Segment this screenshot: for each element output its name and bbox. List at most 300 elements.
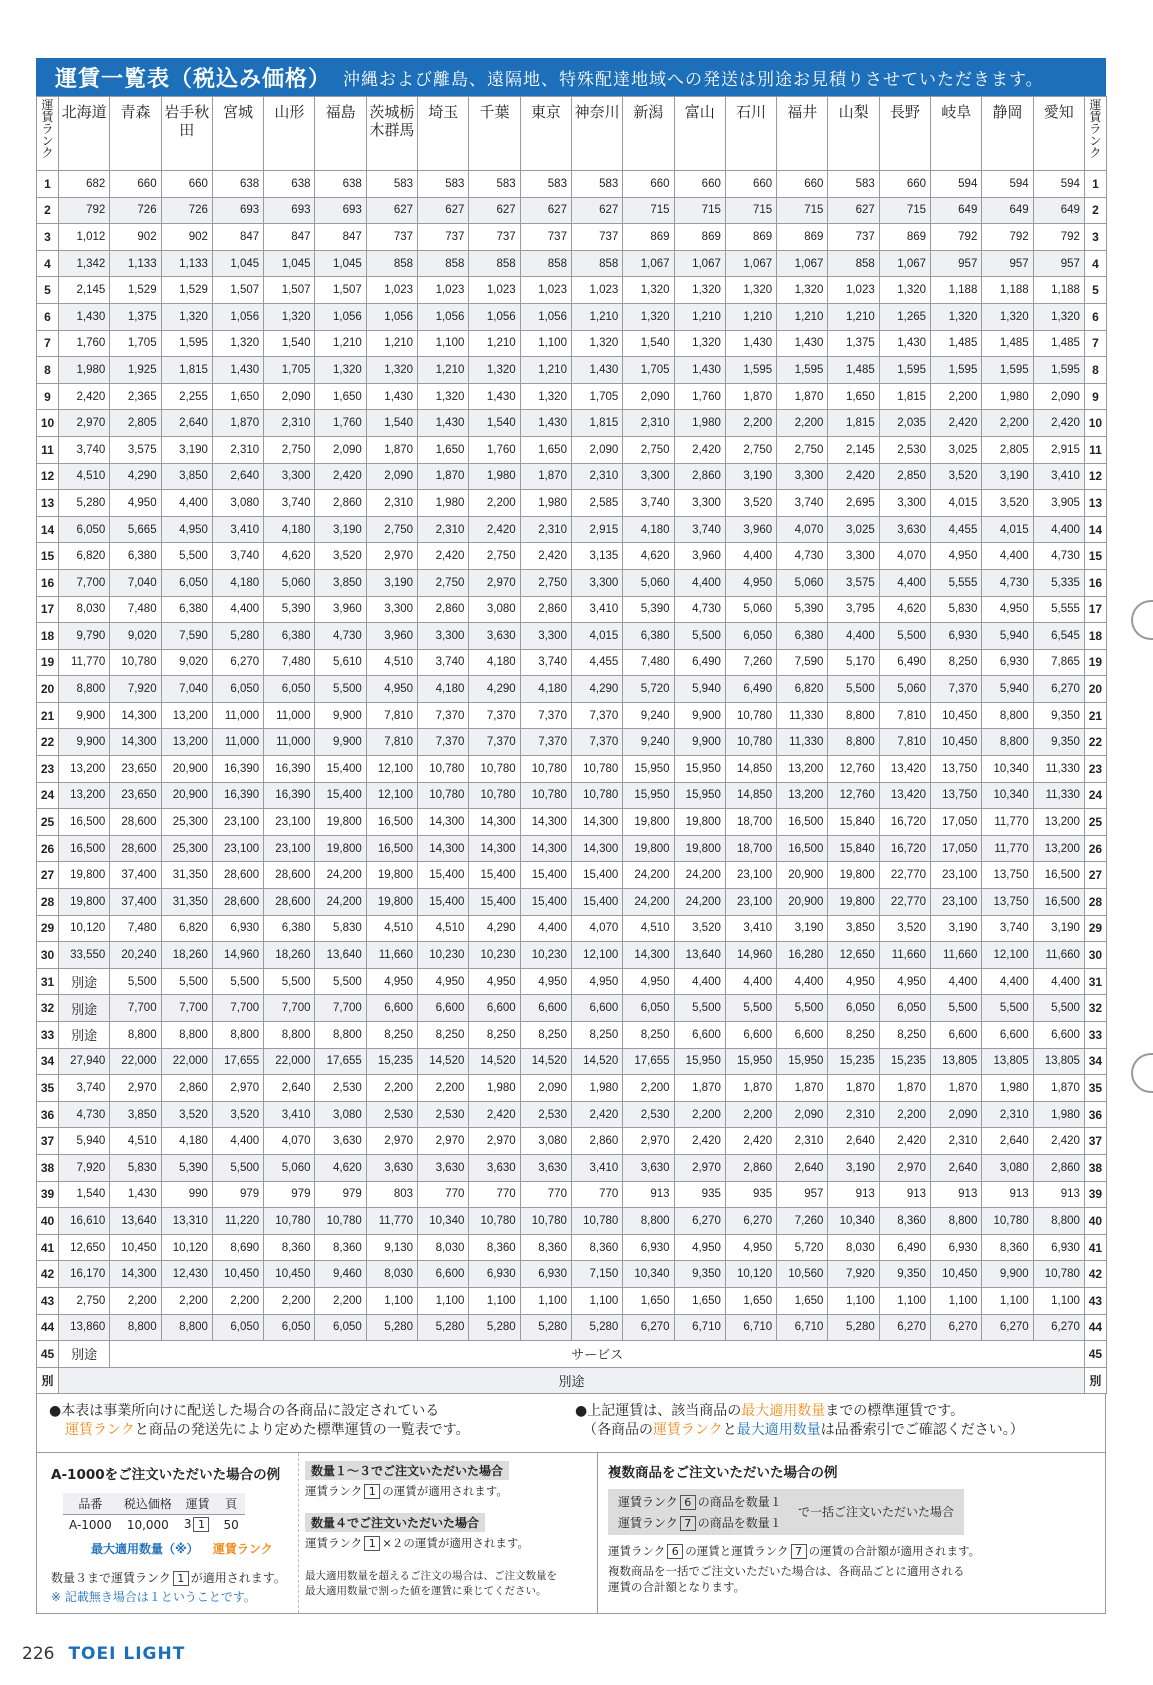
rate-cell: 15,950 [623,756,674,783]
rate-cell: 3,630 [879,516,930,543]
rate-cell: 3,520 [161,1101,212,1128]
table-row [37,1101,1107,1128]
rank-cell: 22 [1084,729,1106,756]
rate-cell: 5,060 [879,676,930,703]
rate-cell: 6,050 [212,1314,263,1341]
region-header: 新潟 [623,97,674,171]
rate-cell: 10,230 [520,942,571,969]
rate-cell: 3,740 [418,649,469,676]
rate-cell: 693 [212,197,263,224]
rate-cell: 583 [366,171,417,198]
rate-cell: 638 [264,171,315,198]
rate-cell: 3,410 [264,1101,315,1128]
rate-cell: 11,770 [982,809,1033,836]
rank-cell: 1 [1084,171,1106,198]
rate-cell: 3,960 [725,516,776,543]
rate-cell: 3,740 [623,490,674,517]
rate-cell: 3,300 [418,623,469,650]
rate-cell: 2,860 [418,596,469,623]
rate-cell: 15,840 [828,835,879,862]
rate-cell: 2,640 [828,1128,879,1155]
table-row [37,1022,1107,1049]
rate-cell: 9,900 [59,729,110,756]
rate-cell: 3,630 [418,1154,469,1181]
rate-cell: 3,190 [828,1154,879,1181]
rank-cell: 3 [37,224,59,251]
rate-cell: 2,255 [161,383,212,410]
rate-cell: 5,940 [982,676,1033,703]
rate-cell: 1,430 [674,357,725,384]
rank-cell: 28 [1084,889,1106,916]
ex3-side: で一括ご注文いただいた場合 [798,1505,955,1520]
rate-cell: 1,705 [571,383,622,410]
ex3-r2b: の商品を数量１ [697,1516,782,1531]
rate-cell: 3,190 [366,569,417,596]
rate-cell: 24,200 [623,889,674,916]
rate-cell: 2,420 [315,463,366,490]
ex3-l1box2: 7 [791,1544,807,1559]
rate-cell: 10,120 [59,915,110,942]
rate-cell: 14,520 [571,1048,622,1075]
rate-cell: 5,280 [571,1314,622,1341]
rate-cell: 16,720 [879,835,930,862]
rank-cell: 34 [37,1048,59,1075]
rate-cell: 10,780 [520,782,571,809]
rate-cell: 1,320 [418,383,469,410]
rank-cell: 39 [37,1181,59,1208]
rate-cell: 2,915 [1033,436,1084,463]
rate-cell: 9,020 [110,623,161,650]
rate-cell: 11,000 [264,702,315,729]
rank-cell: 14 [37,516,59,543]
rate-cell: 858 [418,250,469,277]
rate-cell: 2,640 [161,410,212,437]
rate-cell: 5,500 [212,1154,263,1181]
rate-cell: 8,250 [828,1022,879,1049]
rate-cell: 6,600 [366,995,417,1022]
rate-cell: 6,820 [161,915,212,942]
rate-cell: 902 [161,224,212,251]
rate-cell: 15,950 [777,1048,828,1075]
rate-cell: 5,500 [161,543,212,570]
rate-cell: 1,210 [828,303,879,330]
rate-cell: 2,420 [418,543,469,570]
rank-cell: 20 [1084,676,1106,703]
rate-cell: 1,980 [982,1075,1033,1102]
rate-cell: 16,390 [212,782,263,809]
rate-cell: 23,650 [110,782,161,809]
rank-cell: 43 [1084,1287,1106,1314]
rate-cell: 37,400 [110,862,161,889]
index-tab-2 [1131,1053,1153,1093]
rate-cell: 16,500 [777,835,828,862]
rate-cell: 10,450 [264,1261,315,1288]
rate-cell: 10,450 [931,702,982,729]
rate-cell: 7,590 [161,623,212,650]
rate-cell: 14,300 [469,835,520,862]
rate-cell: 935 [674,1181,725,1208]
rank-cell: 4 [1084,250,1106,277]
rate-cell: 7,700 [161,995,212,1022]
rate-cell: 22,770 [879,862,930,889]
rate-cell: 6,820 [777,676,828,703]
rate-cell: 7,370 [418,702,469,729]
mini-cell: 50 [223,1517,239,1532]
rate-cell: 583 [520,171,571,198]
rate-cell: 14,300 [571,835,622,862]
rank-cell: 35 [1084,1075,1106,1102]
rate-cell: 1,320 [366,357,417,384]
rate-cell: 9,900 [315,702,366,729]
rate-cell: 803 [366,1181,417,1208]
rate-cell: 6,490 [674,649,725,676]
table-row [37,1314,1107,1341]
rate-cell: 3,135 [571,543,622,570]
rate-cell: 737 [571,224,622,251]
rate-cell: 2,860 [674,463,725,490]
rate-cell: 3,080 [520,1128,571,1155]
rank-cell: 32 [37,995,59,1022]
ex2-heading1: 数量１～３でご注文いただいた場合 [305,1461,509,1480]
rate-cell: 1,595 [161,330,212,357]
rate-cell: 7,700 [264,995,315,1022]
rate-cell: 3,630 [623,1154,674,1181]
rate-cell: 2,420 [674,436,725,463]
rate-cell: 2,585 [571,490,622,517]
rate-cell: 1,870 [520,463,571,490]
rate-cell: 8,800 [623,1208,674,1235]
rate-cell: 18,700 [725,835,776,862]
rate-cell: 1,705 [110,330,161,357]
rate-cell: 11,330 [777,702,828,729]
rate-cell: 1,100 [418,330,469,357]
rate-cell: 12,100 [571,942,622,969]
rate-cell: 15,950 [674,756,725,783]
rate-cell: 1,375 [110,303,161,330]
rate-cell: 11,330 [777,729,828,756]
rate-cell: 15,235 [879,1048,930,1075]
rate-cell: 1,870 [931,1075,982,1102]
rate-cell: 1,430 [520,410,571,437]
rate-cell: 1,320 [623,277,674,304]
rate-cell: 2,420 [571,1101,622,1128]
rate-cell: 4,950 [725,1234,776,1261]
rate-cell: 2,640 [982,1128,1033,1155]
rate-cell: 1,375 [828,330,879,357]
rate-cell: 6,600 [674,1022,725,1049]
example-single [37,1453,299,1613]
rate-cell: 770 [520,1181,571,1208]
note-left-rank: 運賃ランク [65,1422,135,1439]
rate-cell: 15,400 [418,862,469,889]
rank-cell: 10 [1084,410,1106,437]
rate-cell: 13,200 [1033,809,1084,836]
rank-cell: 20 [37,676,59,703]
rank-cell: 5 [37,277,59,304]
rate-cell: 2,200 [725,1101,776,1128]
rate-cell: 10,780 [571,782,622,809]
rate-cell: 1,320 [931,303,982,330]
region-header: 岐阜 [931,97,982,171]
rate-cell: 2,860 [161,1075,212,1102]
rate-cell: 1,650 [828,383,879,410]
rank-cell: 33 [1084,1022,1106,1049]
rate-cell: 3,850 [315,569,366,596]
rate-cell: 6,050 [828,995,879,1022]
rate-cell: 1,760 [469,436,520,463]
rate-cell: 2,530 [366,1101,417,1128]
rate-cell: 7,590 [777,649,828,676]
rate-cell: 2,805 [110,410,161,437]
table-row [37,1128,1107,1155]
rate-cell: 2,970 [418,1128,469,1155]
rate-cell: 20,900 [161,756,212,783]
table-row [37,835,1107,862]
rate-cell: 737 [828,224,879,251]
rate-cell: 3,740 [59,436,110,463]
rate-cell: 4,455 [931,516,982,543]
rate-cell: 5,500 [879,623,930,650]
rate-cell: 3,630 [469,1154,520,1181]
table-row [37,171,1107,198]
rate-cell: 13,200 [777,782,828,809]
table-row [37,702,1107,729]
rate-cell: 5,500 [315,968,366,995]
rate-cell: 1,056 [469,303,520,330]
rate-cell: 7,920 [828,1261,879,1288]
rate-cell: 8,030 [828,1234,879,1261]
rate-cell: 1,760 [674,383,725,410]
table-row [37,463,1107,490]
rate-cell: 7,810 [879,702,930,729]
rank-cell: 9 [37,383,59,410]
table-row [37,596,1107,623]
rate-cell: 7,480 [110,596,161,623]
table-row [37,303,1107,330]
rate-cell: 6,380 [264,623,315,650]
rate-cell: 3,190 [931,915,982,942]
rate-cell: 10,780 [469,1208,520,1235]
rank-cell: 32 [1084,995,1106,1022]
rate-cell: 6,270 [982,1314,1033,1341]
rate-cell: 1,540 [469,410,520,437]
rate-cell: 4,510 [366,915,417,942]
rate-cell: 3,850 [828,915,879,942]
rate-cell: 14,520 [418,1048,469,1075]
rate-cell: 8,800 [161,1314,212,1341]
table-row [37,1048,1107,1075]
rate-cell: 8,800 [161,1022,212,1049]
rate-cell: 23,100 [931,862,982,889]
rate-cell: 10,780 [571,756,622,783]
rate-cell: 20,900 [161,782,212,809]
rate-cell: 5,500 [315,676,366,703]
rank-cell: 34 [1084,1048,1106,1075]
rate-cell: 2,200 [879,1101,930,1128]
index-tab-1 [1131,600,1153,640]
rate-cell: 9,130 [366,1234,417,1261]
rate-cell: 2,970 [469,569,520,596]
rate-cell: 627 [418,197,469,224]
rate-cell: 913 [982,1181,1033,1208]
rate-cell: 1,540 [623,330,674,357]
rate-cell: 6,270 [623,1314,674,1341]
rate-cell: 1,760 [315,410,366,437]
rate-cell: 990 [161,1181,212,1208]
rate-cell: 2,310 [571,463,622,490]
rate-cell: 5,720 [623,676,674,703]
rate-cell: 19,800 [315,809,366,836]
rate-cell: 1,210 [674,303,725,330]
table-row [37,862,1107,889]
rate-cell: 2,090 [623,383,674,410]
table-row [37,995,1107,1022]
rate-cell: 8,030 [418,1234,469,1261]
table-row [37,1075,1107,1102]
rate-cell: 1,540 [366,410,417,437]
rate-cell: 4,290 [469,676,520,703]
rate-cell: 1,210 [469,330,520,357]
rate-cell: 9,350 [1033,729,1084,756]
rate-cell: 1,650 [418,436,469,463]
rate-cell: 3,740 [212,543,263,570]
rate-cell: 649 [982,197,1033,224]
rate-cell: 1,188 [931,277,982,304]
rank-cell: 17 [37,596,59,623]
rate-cell: 別途 [59,968,110,995]
rank-cell: 16 [37,569,59,596]
rate-cell: 2,750 [264,436,315,463]
rate-cell: 2,640 [931,1154,982,1181]
rate-cell: 16,500 [59,835,110,862]
rate-cell: 957 [982,250,1033,277]
rate-cell: 4,950 [879,968,930,995]
rate-cell: 6,050 [879,995,930,1022]
rate-cell: 1,100 [469,1287,520,1314]
rate-cell: 5,280 [366,1314,417,1341]
table-row [37,277,1107,304]
rate-cell: 4,510 [623,915,674,942]
rate-cell: 19,800 [828,862,879,889]
rate-cell: 5,280 [828,1314,879,1341]
rate-cell: 2,640 [264,1075,315,1102]
rate-cell: 15,400 [315,782,366,809]
rate-cell: 2,090 [571,436,622,463]
rank-cell: 6 [37,303,59,330]
rate-cell: 11,330 [1033,782,1084,809]
rate-cell: 627 [469,197,520,224]
rate-cell: 3,740 [264,490,315,517]
rate-cell: 16,390 [264,756,315,783]
rate-cell: 28,600 [264,889,315,916]
rank-cell: 28 [37,889,59,916]
mini-header: 税込価格 [118,1493,178,1515]
rank-cell: 8 [37,357,59,384]
rate-cell: 3,520 [212,1101,263,1128]
rate-cell: 5,390 [264,596,315,623]
rate-cell: 3,740 [982,915,1033,942]
note-right-c: までの標準運賃です。 [825,1403,965,1420]
rate-cell: 715 [623,197,674,224]
rate-cell: 10,780 [418,782,469,809]
rate-cell: 847 [264,224,315,251]
rate-cell: 2,970 [879,1154,930,1181]
rate-cell: 2,310 [623,410,674,437]
rate-cell: 19,800 [674,809,725,836]
service-cell: サービス [110,1341,1085,1368]
rate-cell: 2,200 [264,1287,315,1314]
rank-cell: 16 [1084,569,1106,596]
rate-cell: 3,520 [315,543,366,570]
rate-cell: 2,750 [469,543,520,570]
rate-cell: 2,090 [1033,383,1084,410]
rate-cell: 28,600 [212,889,263,916]
rate-cell: 7,260 [777,1208,828,1235]
rate-cell: 15,400 [571,889,622,916]
rank-cell: 25 [1084,809,1106,836]
rate-cell: 8,800 [982,729,1033,756]
rate-cell: 957 [1033,250,1084,277]
rate-cell: 2,200 [366,1075,417,1102]
rate-cell: 869 [674,224,725,251]
rate-cell: 1,870 [725,383,776,410]
rate-cell: 6,600 [725,1022,776,1049]
rank-cell: 15 [37,543,59,570]
rate-table [36,96,1107,1394]
rank-cell: 44 [37,1314,59,1341]
rate-cell: 23,100 [212,835,263,862]
rate-cell: 12,100 [366,782,417,809]
rank-cell: 23 [37,756,59,783]
rate-cell: 14,520 [520,1048,571,1075]
rate-cell: 1,705 [623,357,674,384]
rate-cell: 4,730 [982,569,1033,596]
rate-cell: 2,090 [366,463,417,490]
rate-cell: 792 [59,197,110,224]
rate-cell: 1,870 [674,1075,725,1102]
rank-cell: 45 [37,1341,59,1368]
ex1-footnote: ※ 記載無き場合は１ということです。 [51,1590,256,1605]
table-row [37,889,1107,916]
rate-cell: 11,770 [366,1208,417,1235]
rate-cell: 15,400 [520,889,571,916]
rate-cell: 4,070 [571,915,622,942]
rate-cell: 15,400 [315,756,366,783]
rate-cell: 2,310 [520,516,571,543]
example-multiple [597,1453,1105,1613]
rate-cell: 1,210 [315,330,366,357]
rate-cell: 13,200 [1033,835,1084,862]
rate-cell: 3,795 [828,596,879,623]
rate-cell: 3,520 [879,915,930,942]
rate-cell: 9,900 [982,1261,1033,1288]
rate-cell: 847 [315,224,366,251]
rate-cell: 6,710 [725,1314,776,1341]
rate-cell: 583 [571,171,622,198]
rate-cell: 5,500 [674,995,725,1022]
rate-cell: 869 [725,224,776,251]
rate-cell: 10,780 [725,729,776,756]
rate-cell: 3,190 [315,516,366,543]
table-row [37,516,1107,543]
rate-cell: 2,200 [725,410,776,437]
rate-cell: 6,600 [777,1022,828,1049]
table-subtitle: 沖縄および離島、遠隔地、特殊配達地域への発送は別途お見積りさせていただきます。 [343,69,1044,90]
ex3-box7: 7 [680,1516,696,1531]
ex3-l1b: の運賃と運賃ランク [685,1544,789,1559]
rate-cell: 3,190 [982,463,1033,490]
rank-cell: 30 [1084,942,1106,969]
